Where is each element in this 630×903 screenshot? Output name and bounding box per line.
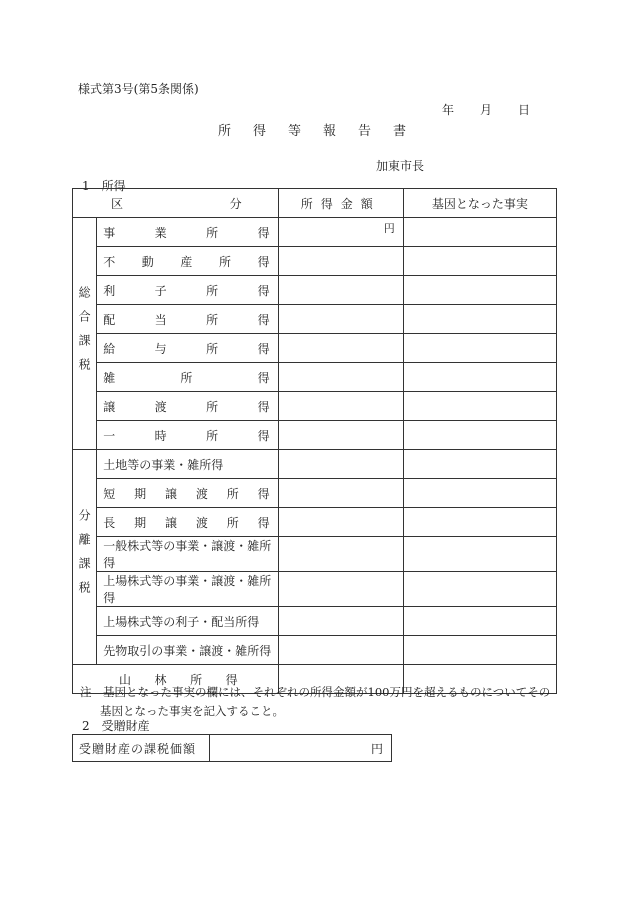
amount-cell[interactable] — [278, 218, 403, 247]
row-label-part: 譲 — [164, 515, 177, 530]
row-label-part: 期 — [134, 515, 147, 530]
table-row — [73, 537, 557, 572]
row-label-part: 所 — [226, 486, 239, 501]
fact-cell[interactable] — [403, 479, 556, 508]
row-label-part: 与 — [154, 341, 167, 356]
row-label-part: 産 — [180, 254, 193, 269]
income-table-header — [73, 189, 557, 218]
row-label-part: 所 — [206, 312, 219, 327]
row-label-part: 動 — [141, 254, 154, 269]
row-label-part: 一 — [103, 428, 116, 443]
header-amount: 所得金額 — [278, 189, 403, 218]
date-day: 日 — [518, 103, 531, 117]
row-label-part: 期 — [134, 486, 147, 501]
row-label-text: 土地等の事業・雑所得 — [103, 457, 224, 472]
row-label-part: 雑 — [103, 370, 116, 385]
row-label-part: 業 — [154, 225, 167, 240]
amount-cell[interactable] — [278, 508, 403, 537]
table-row — [73, 572, 557, 607]
gift-label: 受贈財産の課税価額 — [73, 735, 210, 762]
fact-cell[interactable] — [403, 450, 556, 479]
income-table — [72, 188, 557, 694]
fact-cell[interactable] — [403, 537, 556, 572]
page-title: 所得等報告書 — [218, 124, 429, 139]
row-label-part: 得 — [257, 486, 270, 501]
row-label-part: 得 — [257, 515, 270, 530]
fact-cell[interactable] — [403, 636, 556, 665]
table-row — [73, 392, 557, 421]
row-label-part: 所 — [206, 283, 219, 298]
table-row — [73, 305, 557, 334]
gift-value-cell[interactable] — [210, 735, 392, 762]
comprehensive-group-label: 総合課税 — [77, 285, 92, 382]
header-category-left: 区 — [111, 196, 124, 211]
row-label-part: 所 — [206, 399, 219, 414]
row-label-part: 所 — [190, 672, 203, 687]
row-label-part: 得 — [257, 312, 270, 327]
row-label-part: 当 — [154, 312, 167, 327]
amount-cell[interactable] — [278, 479, 403, 508]
yen-unit: 円 — [383, 222, 395, 235]
fact-cell[interactable] — [403, 392, 556, 421]
amount-cell[interactable] — [278, 636, 403, 665]
row-label — [97, 537, 279, 572]
amount-cell[interactable] — [278, 421, 403, 450]
row-label-part: 得 — [225, 672, 238, 687]
row-label-part: 渡 — [154, 399, 167, 414]
fact-cell[interactable] — [403, 607, 556, 636]
amount-cell[interactable] — [278, 334, 403, 363]
row-label-part: 所 — [206, 341, 219, 356]
table-row — [73, 636, 557, 665]
comprehensive-section — [73, 218, 557, 450]
row-label-part: 短 — [103, 486, 116, 501]
row-label-part: 不 — [103, 254, 116, 269]
section-2-title: 2 受贈財産 — [82, 719, 150, 733]
amount-cell[interactable] — [278, 537, 403, 572]
row-label-part: 利 — [103, 283, 116, 298]
table-row — [73, 276, 557, 305]
fact-cell[interactable] — [403, 572, 556, 607]
date-year: 年 — [442, 103, 455, 117]
date-month: 月 — [480, 103, 493, 117]
row-label-part: 得 — [257, 341, 270, 356]
gift-yen-unit: 円 — [370, 741, 383, 756]
row-label — [97, 508, 279, 537]
row-label-part: 得 — [257, 283, 270, 298]
row-label-part: 配 — [103, 312, 116, 327]
fact-cell[interactable] — [403, 508, 556, 537]
table-row — [73, 508, 557, 537]
gift-table — [72, 734, 392, 762]
row-label-part: 長 — [103, 515, 116, 530]
row-label — [97, 363, 279, 392]
row-label-part: 給 — [103, 341, 116, 356]
row-label — [97, 421, 279, 450]
row-label — [97, 276, 279, 305]
row-label-part: 事 — [103, 225, 116, 240]
row-label-part: 時 — [154, 428, 167, 443]
row-label-part: 所 — [226, 515, 239, 530]
row-label — [97, 607, 279, 636]
fact-cell[interactable] — [403, 305, 556, 334]
row-label-part: 得 — [257, 428, 270, 443]
row-label-part: 所 — [206, 428, 219, 443]
row-label-part: 山 — [119, 672, 132, 687]
row-label — [97, 247, 279, 276]
fact-cell[interactable] — [403, 276, 556, 305]
row-label-text: 先物取引の事業・譲渡・雑所得 — [103, 643, 272, 658]
row-label-text: 一般株式等の事業・譲渡・雑所得 — [103, 539, 272, 570]
table-row — [73, 450, 557, 479]
row-label-part: 林 — [154, 672, 167, 687]
header-fact: 基因となった事実 — [403, 189, 556, 218]
amount-cell[interactable] — [278, 247, 403, 276]
header-category-right: 分 — [229, 196, 242, 211]
fact-cell[interactable] — [403, 218, 556, 247]
row-label — [97, 218, 279, 247]
row-label — [97, 479, 279, 508]
row-label-part: 得 — [257, 370, 270, 385]
form-number: 様式第3号(第5条関係) — [78, 82, 199, 96]
fact-cell[interactable] — [403, 421, 556, 450]
table-row — [73, 421, 557, 450]
fact-cell[interactable] — [403, 334, 556, 363]
row-label-part: 渡 — [195, 486, 208, 501]
amount-cell[interactable] — [278, 607, 403, 636]
fact-cell[interactable] — [403, 247, 556, 276]
date-line — [442, 101, 530, 118]
comprehensive-group-cell — [73, 218, 97, 450]
row-label-part: 得 — [257, 225, 270, 240]
row-label — [97, 334, 279, 363]
section-1-title: 1 所得 — [82, 179, 126, 193]
table-row — [73, 247, 557, 276]
row-label-part: 所 — [219, 254, 232, 269]
row-label-part: 得 — [257, 254, 270, 269]
amount-cell[interactable] — [278, 450, 403, 479]
row-label — [97, 305, 279, 334]
table-row — [73, 363, 557, 392]
addressee: 加東市長 — [376, 159, 425, 173]
separate-group-cell — [73, 450, 97, 665]
row-label — [97, 572, 279, 607]
note-line-2: 基因となった事実を記入すること。 — [100, 704, 284, 718]
amount-cell[interactable] — [278, 392, 403, 421]
row-label-part: 譲 — [103, 399, 116, 414]
row-label-part: 所 — [206, 225, 219, 240]
row-label-text: 上場株式等の利子・配当所得 — [103, 614, 260, 629]
amount-cell[interactable] — [278, 363, 403, 392]
row-label-part: 所 — [180, 370, 193, 385]
note-line-1: 注 基因となった事実の欄には、それぞれの所得金額が100万円を超えるものについてその — [80, 685, 551, 699]
table-row — [73, 735, 392, 762]
separate-section — [73, 450, 557, 665]
row-label-part: 渡 — [195, 515, 208, 530]
header-category — [73, 189, 279, 218]
fact-cell[interactable] — [403, 363, 556, 392]
table-row — [73, 334, 557, 363]
note — [80, 683, 570, 721]
table-row — [73, 479, 557, 508]
table-row — [73, 607, 557, 636]
amount-cell[interactable] — [278, 276, 403, 305]
amount-cell[interactable] — [278, 572, 403, 607]
row-label-part: 子 — [154, 283, 167, 298]
row-label-part: 譲 — [164, 486, 177, 501]
row-label — [97, 392, 279, 421]
row-label — [97, 636, 279, 665]
row-label — [97, 450, 279, 479]
row-label-text: 上場株式等の事業・譲渡・雑所得 — [103, 574, 272, 605]
amount-cell[interactable] — [278, 305, 403, 334]
row-label-part: 得 — [257, 399, 270, 414]
table-row — [73, 218, 557, 247]
separate-group-label: 分離課税 — [77, 509, 92, 605]
